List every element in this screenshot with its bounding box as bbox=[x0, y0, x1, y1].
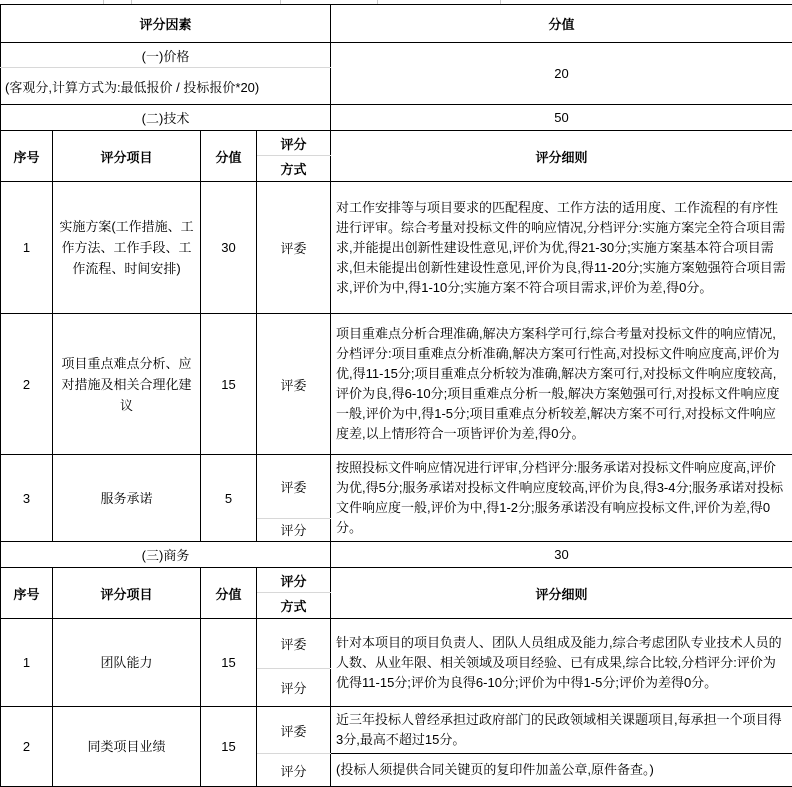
cell-seq: 2 bbox=[1, 707, 53, 787]
cell-seq: 1 bbox=[1, 619, 53, 707]
cell-detail: 项目重难点分析合理准确,解决方案科学可行,综合考量对投标文件的响应情况,分档评分:项目重难点分析准确,解决方案可行性高,对投标文件响应度高,评价为优,得11-15分;项目重难点分析较为准确,解决方案可行,对投标文件响应度较高,评价为良,得6-10分;项目重难点分析一般,解决方案勉强可行,对投标文件响应度一般,评价为中,得1-5分;项目重难点分析较差,解决方案不可行,对投标文件响应度差,以上情形符合一项皆评价为差,得0分。 bbox=[331, 314, 792, 455]
cell-score: 30 bbox=[201, 182, 257, 314]
tech-section-title: (二)技术 bbox=[1, 105, 331, 131]
table-row bbox=[1, 619, 792, 669]
spreadsheet-gridline-remnants bbox=[0, 0, 792, 4]
gridline-tick bbox=[500, 0, 501, 4]
cell-seq: 3 bbox=[1, 455, 53, 542]
business-header-method-line2: 方式 bbox=[257, 593, 331, 619]
cell-seq: 1 bbox=[1, 182, 53, 314]
cell-score: 15 bbox=[201, 314, 257, 455]
cell-score: 15 bbox=[201, 619, 257, 707]
gridline-tick bbox=[131, 0, 132, 4]
gridline-tick bbox=[280, 0, 281, 4]
tech-score: 50 bbox=[331, 105, 792, 131]
header-scoring-factor: 评分因素 bbox=[1, 5, 331, 43]
table-row bbox=[1, 314, 792, 455]
price-score: 20 bbox=[331, 43, 792, 105]
cell-item: 同类项目业绩 bbox=[53, 707, 201, 787]
scoring-criteria-table bbox=[0, 4, 792, 787]
business-section-title: (三)商务 bbox=[1, 542, 331, 568]
cell-item: 实施方案(工作措施、工作方法、工作手段、工作流程、时间安排) bbox=[53, 182, 201, 314]
tech-header-method-line1: 评分 bbox=[257, 131, 331, 156]
tech-header-detail: 评分细则 bbox=[331, 131, 792, 182]
cell-item: 团队能力 bbox=[53, 619, 201, 707]
cell-method-top: 评委 bbox=[257, 707, 331, 754]
gridline-tick bbox=[377, 0, 378, 4]
cell-method-bottom: 评分 bbox=[257, 669, 331, 707]
cell-method: 评委 bbox=[257, 314, 331, 455]
business-header-detail: 评分细则 bbox=[331, 568, 792, 619]
gridline-tick bbox=[103, 0, 104, 4]
cell-method-bottom: 评分 bbox=[257, 518, 331, 541]
cell-method: 评委 bbox=[257, 182, 331, 314]
business-score: 30 bbox=[331, 542, 792, 568]
cell-item: 项目重点难点分析、应对措施及相关合理化建议 bbox=[53, 314, 201, 455]
cell-detail: 按照投标文件响应情况进行评审,分档评分:服务承诺对投标文件响应度高,评价为优,得5分;服务承诺对投标文件响应度较高,评价为良,得3-4分;服务承诺对投标文件响应度一般,评价为中,得1-2分;服务承诺没有响应投标文件,评价为差,得0分。 bbox=[331, 455, 792, 542]
business-header-no: 序号 bbox=[1, 568, 53, 619]
header-score-value: 分值 bbox=[331, 5, 792, 43]
cell-item: 服务承诺 bbox=[53, 455, 201, 542]
business-header-score: 分值 bbox=[201, 568, 257, 619]
table-row bbox=[1, 707, 792, 754]
cell-score: 5 bbox=[201, 455, 257, 542]
cell-detail-bottom: (投标人须提供合同关键页的复印件加盖公章,原件备查。) bbox=[331, 754, 792, 787]
price-objective-note: (客观分,计算方式为:最低报价 / 投标报价*20) bbox=[1, 68, 331, 105]
cell-detail: 对工作安排等与项目要求的匹配程度、工作方法的适用度、工作流程的有序性进行评审。综合考量对投标文件的响应情况,分档评分:实施方案完全符合项目需求,并能提出创新性建设性意见,评价为优,得21-30分;实施方案基本符合项目需求,但未能提出创新性建设性意见,评价为良,得11-20分;实施方案勉强符合项目需求,评价为中,得1-10分;实施方案不符合项目需求,评价为差,得0分。 bbox=[331, 182, 792, 314]
tech-header-score: 分值 bbox=[201, 131, 257, 182]
tech-header-method-line2: 方式 bbox=[257, 156, 331, 182]
tech-header-item: 评分项目 bbox=[53, 131, 201, 182]
cell-detail: 针对本项目的项目负责人、团队人员组成及能力,综合考虑团队专业技术人员的人数、从业年限、相关领域及项目经验、已有成果,综合比较,分档评分:评价为优得11-15分;评价为良得6-10分;评价为中得1-5分;评价为差得0分。 bbox=[331, 619, 792, 707]
business-header-method-line1: 评分 bbox=[257, 568, 331, 593]
cell-method-top: 评委 bbox=[257, 455, 331, 519]
cell-score: 15 bbox=[201, 707, 257, 787]
tech-header-no: 序号 bbox=[1, 131, 53, 182]
cell-method-top: 评委 bbox=[257, 619, 331, 669]
price-section-title: (一)价格 bbox=[1, 43, 331, 68]
table-row bbox=[1, 455, 792, 519]
cell-method-bottom: 评分 bbox=[257, 754, 331, 787]
table-row bbox=[1, 182, 792, 314]
cell-detail-top: 近三年投标人曾经承担过政府部门的民政领域相关课题项目,每承担一个项目得3分,最高不超过15分。 bbox=[331, 707, 792, 754]
cell-seq: 2 bbox=[1, 314, 53, 455]
business-header-item: 评分项目 bbox=[53, 568, 201, 619]
